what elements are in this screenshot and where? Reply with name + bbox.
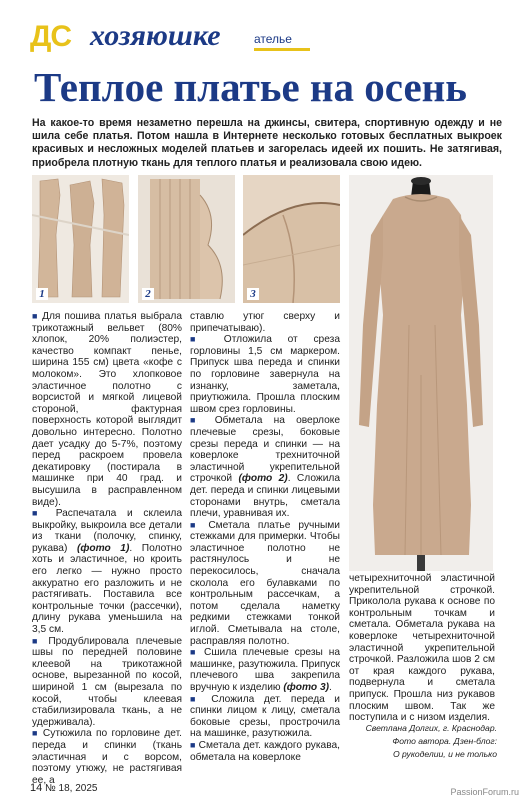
bullet-square-icon: ■ <box>190 519 209 530</box>
bullet-square-icon: ■ <box>190 647 204 658</box>
rubric-underline <box>254 48 310 51</box>
issue-number: № 18, 2025 <box>45 783 98 794</box>
photo-3-seam-detail <box>243 175 340 303</box>
paragraph: четырехниточной эластичной укрепительной строчкой. Приколола рукава к основе по контрольным точкам и сметала. Обметала рукава на коверлоке четырехниточной эластичной укрепительной строчкой. Разложила шов 2 см от края каждого рукава, подвернула и сметала припуск. Прошла низ рукавов плоским швом. Так же поступила и с низом изделия. <box>349 573 495 724</box>
article-column-2 <box>190 311 340 763</box>
photo-reference: (фото 1) <box>76 542 130 554</box>
bullet-square-icon: ■ <box>190 415 215 426</box>
article-column-1 <box>32 311 182 786</box>
blog-credit: О рукоделии, и не только <box>392 749 497 759</box>
paragraph: ■ Сутюжила по горловине дет. переда и спинки (ткань эластичная и с ворсом, поэтому утюжу, не растягивая ее, а <box>32 728 183 786</box>
photo-number: 3 <box>247 288 259 300</box>
paragraph: ■ Сметала платье ручными стежками для примерки. Чтобы эластичное полотно не растянулось и не перекосилось, сначала сколола его булавками по контрольным рассечкам, а потом сделала наметку редкими стежками тонкой иглой. Сметывала на столе, расправляя полотно. <box>190 519 340 647</box>
bullet-square-icon: ■ <box>32 728 43 739</box>
photo-2-folded-fabric <box>138 175 235 303</box>
watermark: PassionForum.ru <box>450 787 519 797</box>
bullet-square-icon: ■ <box>190 334 224 345</box>
paragraph: ■ Распечатала и склеила выкройку, выкроила все детали из ткани (полочку, спинку, рукава) (фото 1). Полотно хоть и эластичное, но кроить его легко — нужно просто аккуратно его разложить и не растягивать. Поставила все контрольные точки (рассечки), длину рукава уменьшила на 3,5 см. <box>32 508 182 636</box>
paragraph: ■ Для пошива платья выбрала трикотажный вельвет (80% хлопок, 20% полиэстер, качество компакт пенье, ширина 155 см) цвета «кофе с молоком». Это хлопковое эластичное полотно с ворсистой и мягкой лицевой стороной, фактурная поверхность которой выглядит довольно интересно. Полотно дает усадку до 5-7%, поэтому перед раскроем провела декатировку (постирала в машинке при 40 град. и высушила в расправленном виде). <box>32 311 183 508</box>
pattern-pieces-illustration <box>32 175 129 303</box>
page-header <box>0 0 525 62</box>
article-title: Теплое платье на осень <box>34 64 467 110</box>
paragraph: ■ Отложила от среза горловины 1,5 см маркером. Припуск шва переда и спинки по горловине завернула на изнанку, заметала, приутюжила. Прошла плоским швом срез горловины. <box>190 334 340 415</box>
article-lead: На какое-то время незаметно перешла на джинсы, свитера, спортивную одежду и не шила себе платья. Потом нашла в Интернете несколько готовых бесплатных выкроек красивых и несложных моделей платьев и загорелась идеей их пошить. Не затягивая, приобрела плотную ткань для теплого платья и реализовала свою идею. <box>32 117 502 169</box>
paragraph: ■ Обметала на оверлоке плечевые срезы, боковые срезы переда и спинки — на коверлоке трехниточной эластичной укрепительной строчкой (фото 2). Сложила дет. переда и спинки лицевыми сторонами внутрь, сметала плечи, уравнивая их. <box>190 415 340 520</box>
article-column-3 <box>349 573 495 724</box>
seam-detail-illustration <box>243 175 340 303</box>
bullet-square-icon: ■ <box>190 693 212 704</box>
bullet-square-icon: ■ <box>32 311 43 321</box>
photo-credit: Фото автора. Дзен-блог: <box>392 736 497 746</box>
page-number: 14 <box>30 782 43 794</box>
paragraph: ■ Сметала дет. каждого рукава, обметала на коверлоке <box>190 739 341 763</box>
rubric-title: хозяюшке <box>90 19 221 52</box>
photo-number: 2 <box>142 288 154 300</box>
paragraph: ■ Продублировала плечевые швы по передней половине клеевой на трикотажной основе, вырезанной по косой, шириной 1 см (вырезала по косой, чтобы клеевая стабилизировала ткань, а не удерживала). <box>32 635 182 728</box>
paragraph: ■ Сшила плечевые срезы на машинке, разутюжила. Припуск плечевого шва закрепила вручную к изделию (фото 3). <box>190 647 340 693</box>
magazine-logo: ДС <box>30 20 72 53</box>
bullet-square-icon: ■ <box>32 508 56 519</box>
paragraph: ■ Сложила дет. переда и спинки лицом к лицу, сметала боковые срезы, прострочила на машинке, разутюжила. <box>190 693 341 740</box>
paragraph: ставлю утюг сверху и припечатываю). <box>190 311 340 334</box>
dress-illustration <box>349 175 493 571</box>
author-credit: Светлана Долгих, г. Краснодар. <box>365 723 497 733</box>
bullet-square-icon: ■ <box>32 635 49 646</box>
photo-dress-on-mannequin <box>349 175 493 571</box>
rubric-subtitle: ателье <box>254 32 292 46</box>
photo-reference: (фото 3) <box>283 682 330 693</box>
bullet-square-icon: ■ <box>190 739 199 750</box>
page-footer <box>30 782 97 794</box>
photo-number: 1 <box>36 288 48 300</box>
photo-reference: (фото 2) <box>238 473 288 485</box>
folded-fabric-illustration <box>138 175 235 303</box>
photo-1-pattern-pieces <box>32 175 129 303</box>
